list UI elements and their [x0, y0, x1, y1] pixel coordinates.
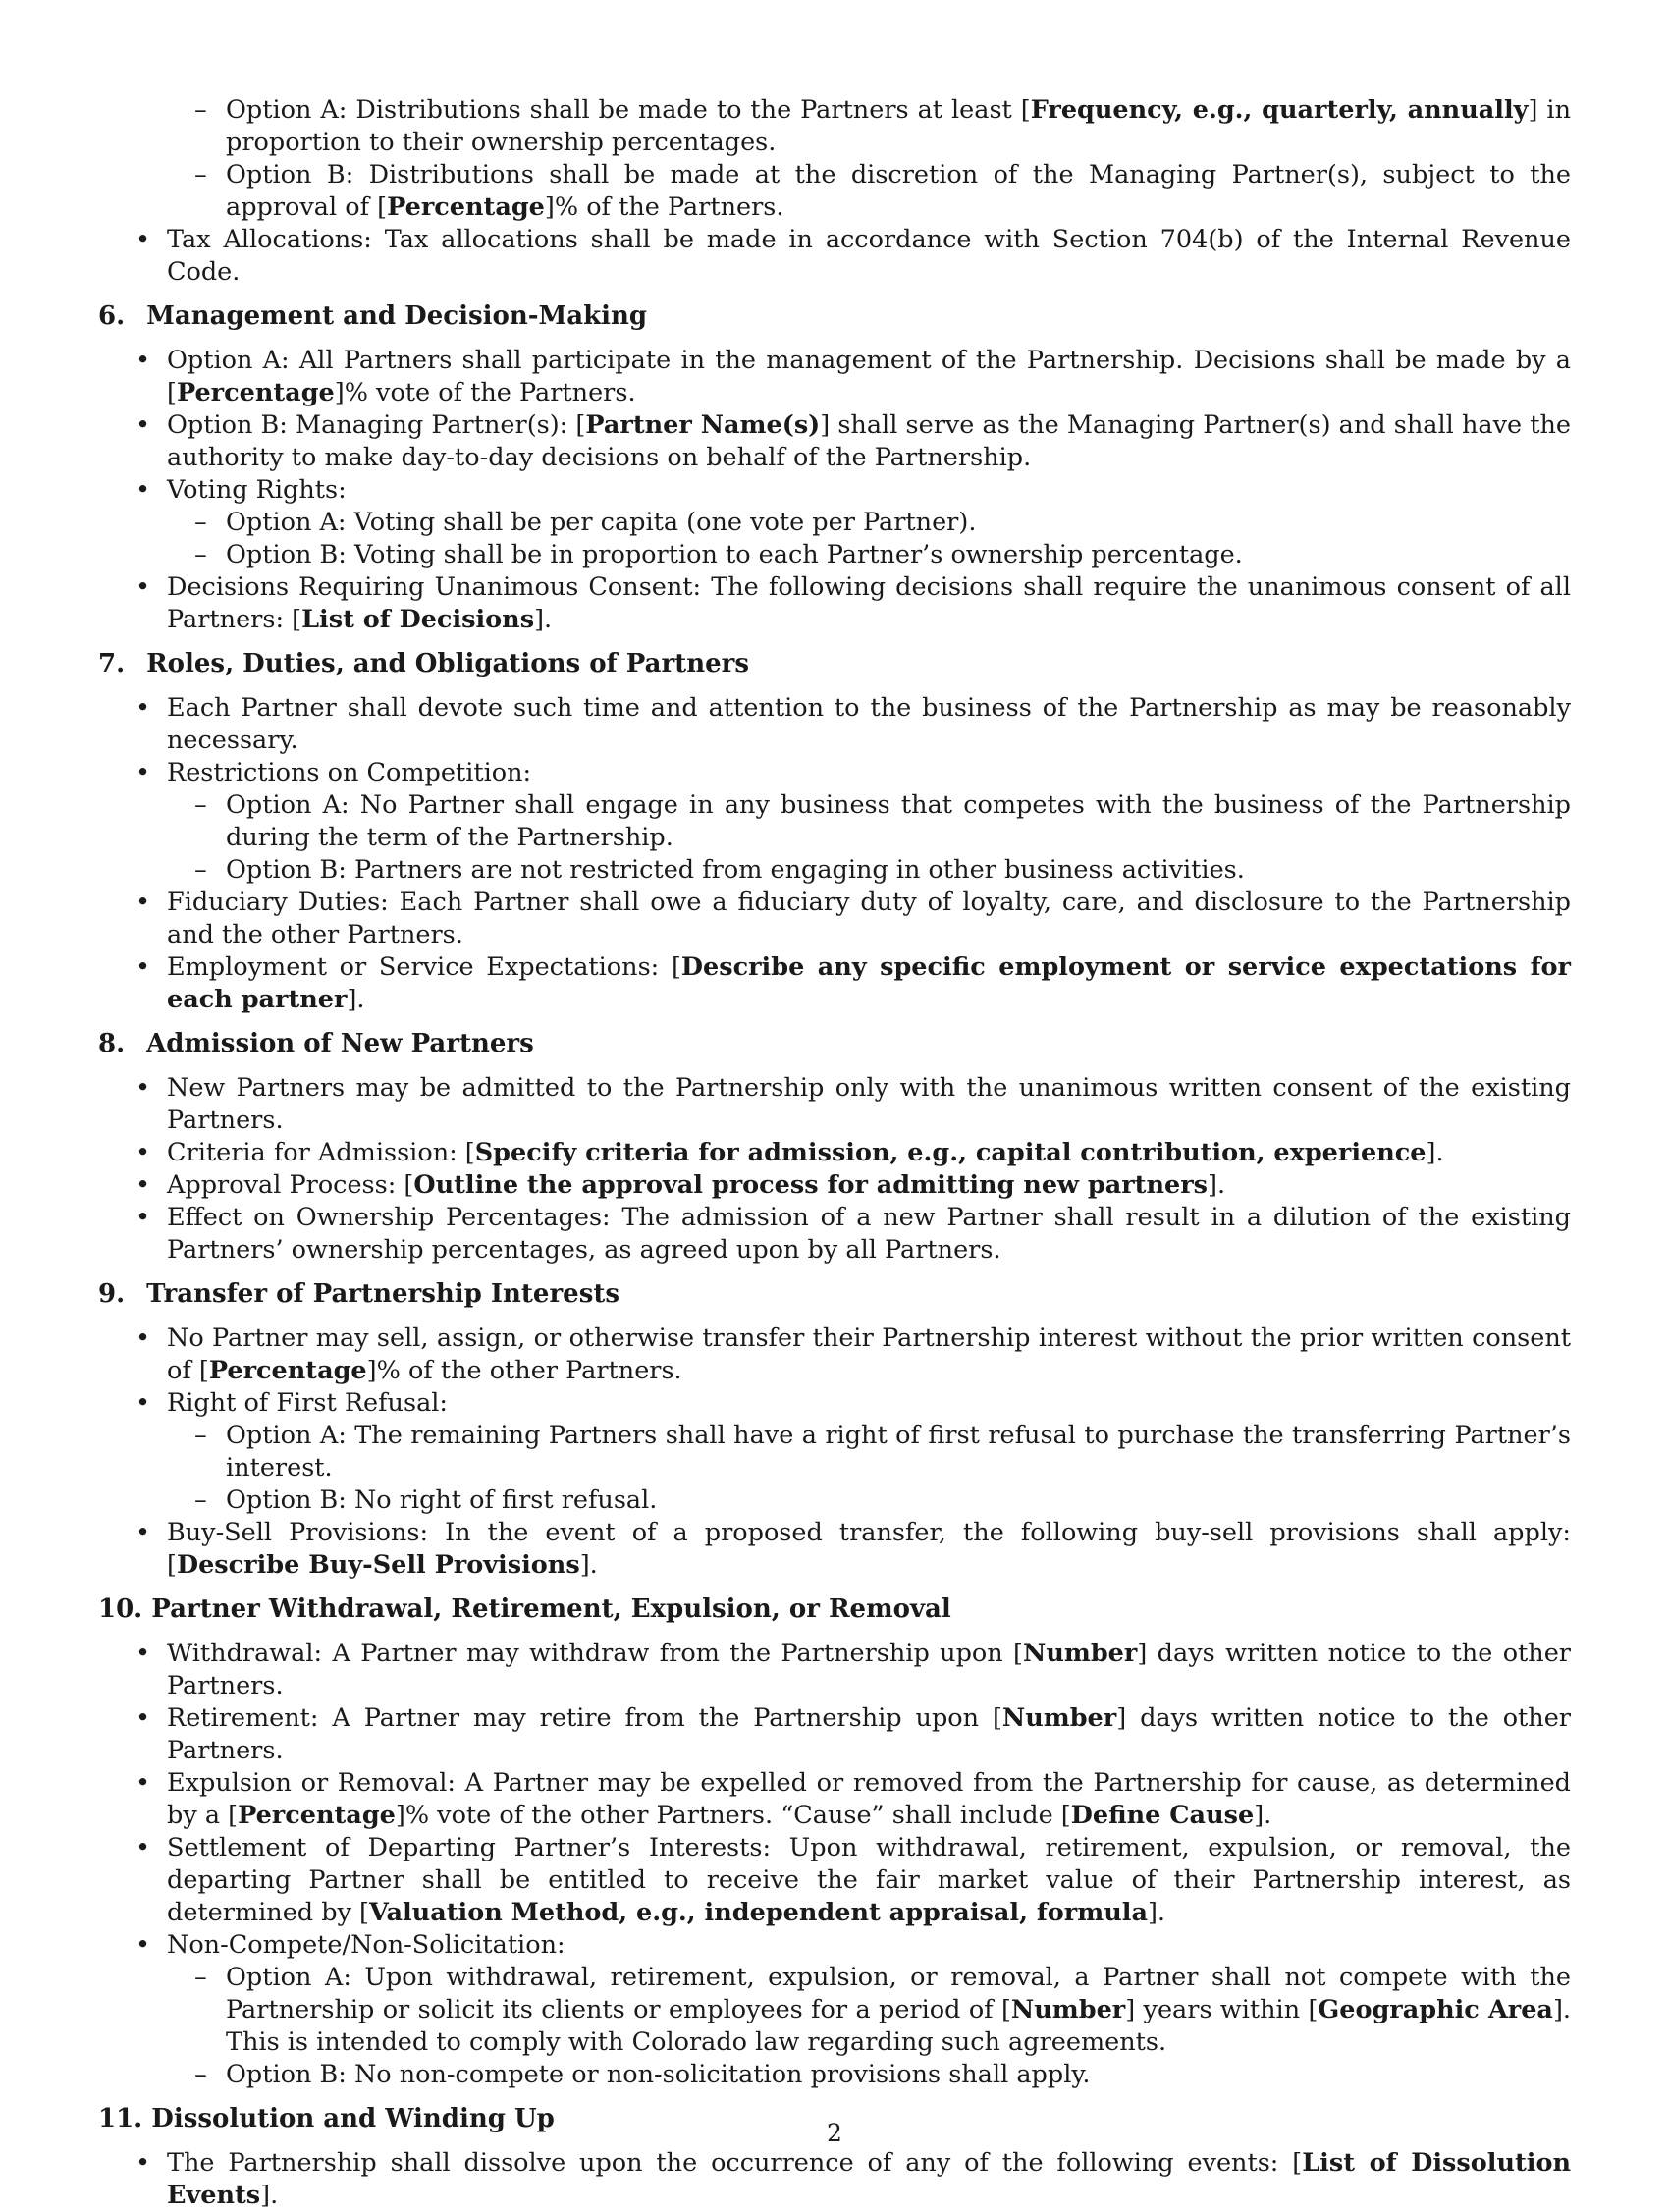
bullet-marker: • [135, 758, 151, 787]
placeholder-field: Specify criteria for admission, e.g., capital contribution, experience [474, 1138, 1427, 1167]
bullet-marker: • [135, 225, 151, 254]
devote-time: • Each Partner shall devote such time and attention to the business of the Partnership as may be reasonably necessary. [135, 693, 1571, 755]
management-option-b: • Option B: Managing Partner(s): [Partner Name(s)] shall serve as the Managing Partner(s) and shall have the authority to make day-to-day decisions on behalf of the Partnership. [135, 410, 1571, 472]
bullet-marker: • [135, 952, 151, 982]
bullet-marker: • [135, 2148, 151, 2178]
section-9-heading: 9. Transfer of Partnership Interests [98, 1279, 620, 1309]
voting-option-a: – Option A: Voting shall be per capita (one vote per Partner). [194, 508, 977, 537]
restriction-option-b: – Option B: Partners are not restricted from engaging in other business activities. [194, 855, 1245, 885]
section-6-heading: 6. Management and Decision-Making [98, 301, 648, 331]
non-compete: • Non-Compete/Non-Solicitation: [135, 1930, 565, 1960]
retirement: • Retirement: A Partner may retire from the Partnership upon [Number] days written notice to the other Partners. [135, 1703, 1571, 1765]
fiduciary-duties: • Fiduciary Duties: Each Partner shall owe a fiduciary duty of loyalty, care, and disclosure to the Partnership and the other Partners. [135, 888, 1571, 949]
employment-expectations: • Employment or Service Expectations: [Describe any specific employment or service expectations for each partner]. [135, 952, 1571, 1014]
ownership-effect: • Effect on Ownership Percentages: The admission of a new Partner shall result in a dilution of the existing Partners’ ownership percentages, as agreed upon by all Partners. [135, 1203, 1571, 1265]
placeholder-field: Geographic Area [1318, 1995, 1553, 2024]
dash-marker: – [194, 855, 207, 885]
placeholder-field: Percentage [238, 1801, 396, 1830]
dash-marker: – [194, 1963, 207, 1992]
placeholder-field: List of Decisions [301, 605, 535, 634]
bullet-marker: • [135, 1073, 151, 1103]
dash-marker: – [194, 95, 207, 125]
placeholder-field: Partner Name(s) [585, 410, 821, 440]
non-compete-option-a: – Option A: Upon withdrawal, retirement, expulsion, or removal, a Partner shall not compete with the Partnership or solicit its clients or employees for a period of [Number] years within [Geographic Area]. This is intended to comply with Colorado law regarding such agreements. [194, 1963, 1571, 2057]
restriction-option-a: – Option A: No Partner shall engage in any business that competes with the business of the Partnership during the term of the Partnership. [194, 790, 1571, 852]
dash-marker: – [194, 2060, 207, 2089]
placeholder-field: Number [1010, 1995, 1126, 2024]
placeholder-field: Valuation Method, e.g., independent appraisal, formula [369, 1898, 1148, 1927]
right-of-first-refusal: • Right of First Refusal: [135, 1388, 449, 1418]
bullet-marker: • [135, 1388, 151, 1418]
bullet-marker: • [135, 1170, 151, 1200]
placeholder-field: Describe any specific employment or service expectations for each partner [167, 952, 1571, 1014]
section-10-heading: 10. Partner Withdrawal, Retirement, Expulsion, or Removal [98, 1594, 951, 1624]
voting-option-b: – Option B: Voting shall be in proportion to each Partner’s ownership percentage. [194, 540, 1243, 569]
document-page [98, 94, 1571, 2212]
placeholder-field: Number [1001, 1703, 1117, 1733]
section-11-heading: 11. Dissolution and Winding Up [98, 2104, 555, 2133]
unanimous-consent: • Decisions Requiring Unanimous Consent: The following decisions shall require the unanimous consent of all Partners: [List of Decisions]. [135, 572, 1571, 634]
rofr-option-a: – Option A: The remaining Partners shall have a right of first refusal to purchase the transferring Partner’s interest. [194, 1421, 1571, 1483]
distribution-option-a: – Option A: Distributions shall be made to the Partners at least [Frequency, e.g., quarterly, annually] in proportion to their ownership percentages. [194, 95, 1571, 157]
dash-marker: – [194, 508, 207, 537]
section-7-heading: 7. Roles, Duties, and Obligations of Partners [98, 649, 749, 678]
placeholder-field: Define Cause [1070, 1801, 1255, 1830]
placeholder-field: Percentage [176, 378, 335, 407]
approval-process: • Approval Process: [Outline the approval process for admitting new partners]. [135, 1170, 1226, 1200]
dissolution-events: • The Partnership shall dissolve upon the occurrence of any of the following events: [List of Dissolution Events]. [135, 2148, 1571, 2210]
rofr-option-b: – Option B: No right of first refusal. [194, 1485, 658, 1515]
bullet-marker: • [135, 346, 151, 375]
admission-consent: • New Partners may be admitted to the Partnership only with the unanimous written consent of the existing Partners. [135, 1073, 1571, 1135]
dash-marker: – [194, 540, 207, 569]
management-option-a: • Option A: All Partners shall participate in the management of the Partnership. Decisions shall be made by a [Percentage]% vote of the Partners. [135, 346, 1571, 407]
dash-marker: – [194, 1421, 207, 1450]
placeholder-field: List of Dissolution Events [167, 2148, 1571, 2210]
distribution-option-b: – Option B: Distributions shall be made at the discretion of the Managing Partner(s), subject to the approval of [Percentage]% of the Partners. [194, 160, 1571, 222]
bullet-marker: • [135, 1639, 151, 1668]
bullet-marker: • [135, 1138, 151, 1167]
expulsion-or-removal: • Expulsion or Removal: A Partner may be expelled or removed from the Partnership for cause, as determined by a [Percentage]% vote of the other Partners. “Cause” shall include [Define Cause]. [135, 1768, 1571, 1830]
voting-rights: • Voting Rights: [135, 475, 347, 505]
placeholder-field: Number [1023, 1639, 1138, 1668]
page-number: 2 [827, 2119, 842, 2147]
admission-criteria: • Criteria for Admission: [Specify criteria for admission, e.g., capital contribution, experience]. [135, 1138, 1444, 1167]
settlement-of-interests: • Settlement of Departing Partner’s Interests: Upon withdrawal, retirement, expulsion, or removal, the departing Partner shall be entitled to receive the fair market value of their Partnership interest, as determined by [Valuation Method, e.g., independent appraisal, formula]. [135, 1833, 1571, 1927]
bullet-marker: • [135, 1833, 151, 1862]
placeholder-field: Outline the approval process for admitting new partners [413, 1170, 1209, 1200]
bullet-marker: • [135, 1703, 151, 1733]
bullet-marker: • [135, 410, 151, 440]
bullet-marker: • [135, 1203, 151, 1232]
bullet-marker: • [135, 693, 151, 723]
buy-sell-provisions: • Buy-Sell Provisions: In the event of a proposed transfer, the following buy-sell provisions shall apply: [Describe Buy-Sell Provisions]. [135, 1518, 1571, 1580]
bullet-marker: • [135, 1930, 151, 1960]
withdrawal: • Withdrawal: A Partner may withdraw from the Partnership upon [Number] days written notice to the other Partners. [135, 1639, 1571, 1700]
transfer-consent: • No Partner may sell, assign, or otherwise transfer their Partnership interest without the prior written consent of [Percentage]% of the other Partners. [135, 1323, 1571, 1385]
bullet-marker: • [135, 572, 151, 602]
non-compete-option-b: – Option B: No non-compete or non-solicitation provisions shall apply. [194, 2060, 1091, 2089]
placeholder-field: Percentage [387, 192, 545, 222]
dash-marker: – [194, 790, 207, 820]
placeholder-field: Percentage [208, 1356, 367, 1385]
bullet-marker: • [135, 475, 151, 505]
placeholder-field: Frequency, e.g., quarterly, annually [1030, 95, 1529, 125]
dash-marker: – [194, 160, 207, 189]
section-8-heading: 8. Admission of New Partners [98, 1029, 534, 1058]
tax-allocations: • Tax Allocations: Tax allocations shall be made in accordance with Section 704(b) of the Internal Revenue Code. [135, 225, 1571, 287]
bullet-marker: • [135, 1768, 151, 1798]
bullet-marker: • [135, 888, 151, 917]
dash-marker: – [194, 1485, 207, 1515]
restrictions-on-competition: • Restrictions on Competition: [135, 758, 532, 787]
bullet-marker: • [135, 1518, 151, 1547]
placeholder-field: Describe Buy-Sell Provisions [176, 1550, 580, 1580]
bullet-marker: • [135, 1323, 151, 1353]
